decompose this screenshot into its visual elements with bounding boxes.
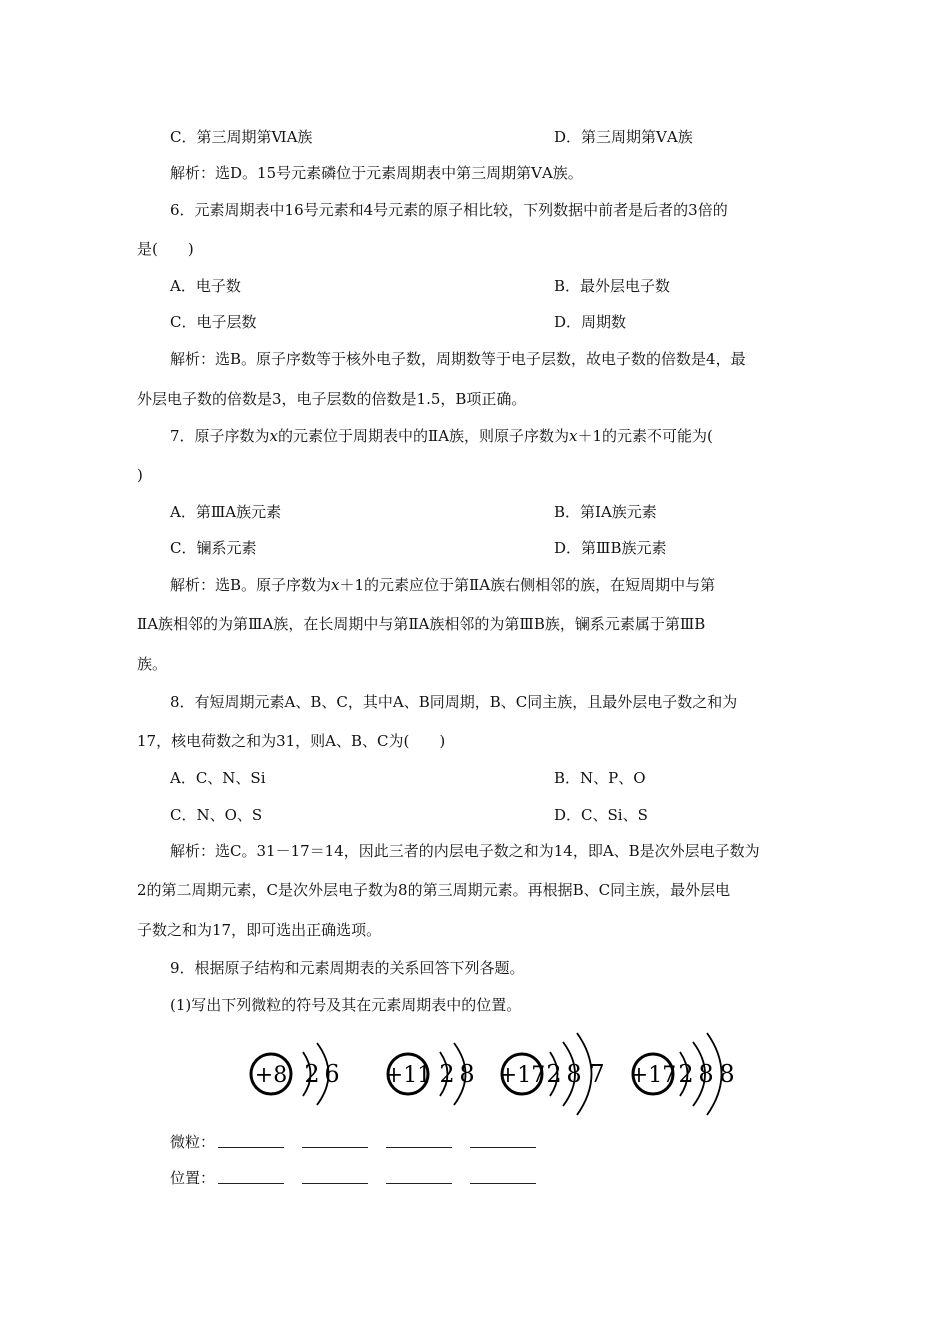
atom-diagram-shell: 2 <box>678 1060 694 1088</box>
atom-diagram-shell: 8 <box>566 1060 582 1088</box>
q7-stem-part1: 7．原子序数为 <box>170 427 270 445</box>
q7-analysis-part2: ＋1的元素应位于第ⅡA族右侧相邻的族，在短周期中与第 <box>339 576 716 594</box>
q7-analysis-part1: 解析：选B。原子序数为 <box>170 576 332 594</box>
q5-analysis: 解析：选D。15号元素磷位于元素周期表中第三周期第ⅤA族。 <box>170 164 583 182</box>
position-blank-2[interactable] <box>302 1169 368 1184</box>
q8-option-c: C．N、O、S <box>170 806 263 824</box>
q8-analysis-line3: 子数之和为17，即可选出正确选项。 <box>137 921 382 939</box>
q7-stem-part2: 的元素位于周期表中的ⅡA族，则原子序数为 <box>278 427 570 445</box>
q7-stem-part3: ＋1的元素不可能为( <box>577 427 713 445</box>
q7-analysis-variable-x: x <box>331 576 340 594</box>
particle-answer-row <box>218 1133 554 1152</box>
atom-diagram-shell: 2 <box>304 1060 320 1088</box>
q7-variable-x2: x <box>569 427 578 445</box>
q7-analysis-line3: 族。 <box>137 655 168 673</box>
q8-option-d: D．C、Si、S <box>554 806 648 824</box>
atom-diagram-shell: 7 <box>589 1060 605 1088</box>
q8-stem-line1: 8．有短周期元素A、B、C，其中A、B同周期，B、C同主族，且最外层电子数之和为 <box>170 693 738 711</box>
atom-diagram-chlorine-atom <box>499 1033 605 1115</box>
atom-diagram-shell: 8 <box>698 1060 714 1088</box>
q8-option-a: A．C、N、Si <box>170 769 266 787</box>
q7-analysis-line1 <box>170 575 715 595</box>
position-label: 位置： <box>170 1169 216 1187</box>
q6-option-b: B．最外层电子数 <box>554 277 671 295</box>
q7-stem-line2: ) <box>137 466 143 484</box>
atom-diagram-shell: 8 <box>719 1060 735 1088</box>
q7-option-a: A．第ⅢA族元素 <box>170 503 282 521</box>
q8-stem-line2: 17，核电荷数之和为31，则A、B、C为( ) <box>137 732 446 750</box>
particle-blank-3[interactable] <box>386 1133 452 1148</box>
atom-diagram-oxygen <box>251 1043 340 1105</box>
q6-analysis-line1: 解析：选B。原子序数等于核外电子数，周期数等于电子层数，故电子数的倍数是4，最 <box>170 350 746 368</box>
q7-option-c: C．镧系元素 <box>170 539 257 557</box>
q6-option-d: D．周期数 <box>554 313 627 331</box>
position-answer-row <box>218 1169 554 1188</box>
atom-diagram-shell: 2 <box>546 1060 562 1088</box>
q6-analysis-line2: 外层电子数的倍数是3，电子层数的倍数是1.5，B项正确。 <box>137 390 527 408</box>
particle-label: 微粒： <box>170 1133 216 1151</box>
atom-diagram-shell: 8 <box>459 1060 475 1088</box>
q6-option-a: A．电子数 <box>170 277 241 295</box>
atom-diagram-shell: 2 <box>439 1060 455 1088</box>
q7-stem-line1 <box>170 426 713 446</box>
q5-option-c: C．第三周期第ⅥA族 <box>170 128 313 146</box>
q7-analysis-line2: ⅡA族相邻的为第ⅢA族，在长周期中与第ⅡA族相邻的为第ⅢB族，镧系元素属于第ⅢB <box>137 615 706 633</box>
atom-diagram-shell: 6 <box>324 1060 340 1088</box>
position-blank-1[interactable] <box>218 1169 284 1184</box>
atomic-structure-diagrams <box>0 1030 950 1120</box>
q9-stem: 9．根据原子结构和元素周期表的关系回答下列各题。 <box>170 959 525 977</box>
atom-diagram-sodium <box>385 1043 475 1105</box>
q7-option-d: D．第ⅢB族元素 <box>554 539 667 557</box>
particle-blank-1[interactable] <box>218 1133 284 1148</box>
particle-blank-4[interactable] <box>470 1133 536 1148</box>
position-blank-3[interactable] <box>386 1169 452 1184</box>
q8-analysis-line2: 2的第二周期元素，C是次外层电子数为8的第三周期元素。再根据B、C同主族，最外层电 <box>137 881 731 899</box>
atom-diagram-nucleus: +17 <box>629 1063 677 1088</box>
atom-diagram-nucleus: +8 <box>254 1063 288 1088</box>
q8-analysis-line1: 解析：选C。31－17＝14，因此三者的内层电子数之和为14，即A、B是次外层电子数为 <box>170 842 760 860</box>
position-blank-4[interactable] <box>470 1169 536 1184</box>
q6-stem-line2: 是( ) <box>137 240 194 258</box>
q9-sub-question-1: (1)写出下列微粒的符号及其在元素周期表中的位置。 <box>170 996 522 1014</box>
particle-blank-2[interactable] <box>302 1133 368 1148</box>
q7-option-b: B．第ⅠA族元素 <box>554 503 657 521</box>
q8-option-b: B．N、P、O <box>554 769 646 787</box>
atom-diagram-nucleus: +11 <box>384 1063 432 1088</box>
q7-variable-x: x <box>269 427 279 445</box>
atom-diagram-nucleus: +17 <box>498 1063 546 1088</box>
q5-option-d: D．第三周期第ⅤA族 <box>554 128 693 146</box>
q6-option-c: C．电子层数 <box>170 313 257 331</box>
q6-stem-line1: 6．元素周期表中16号元素和4号元素的原子相比较，下列数据中前者是后者的3倍的 <box>170 201 728 219</box>
atom-diagram-chloride-ion <box>630 1033 735 1115</box>
